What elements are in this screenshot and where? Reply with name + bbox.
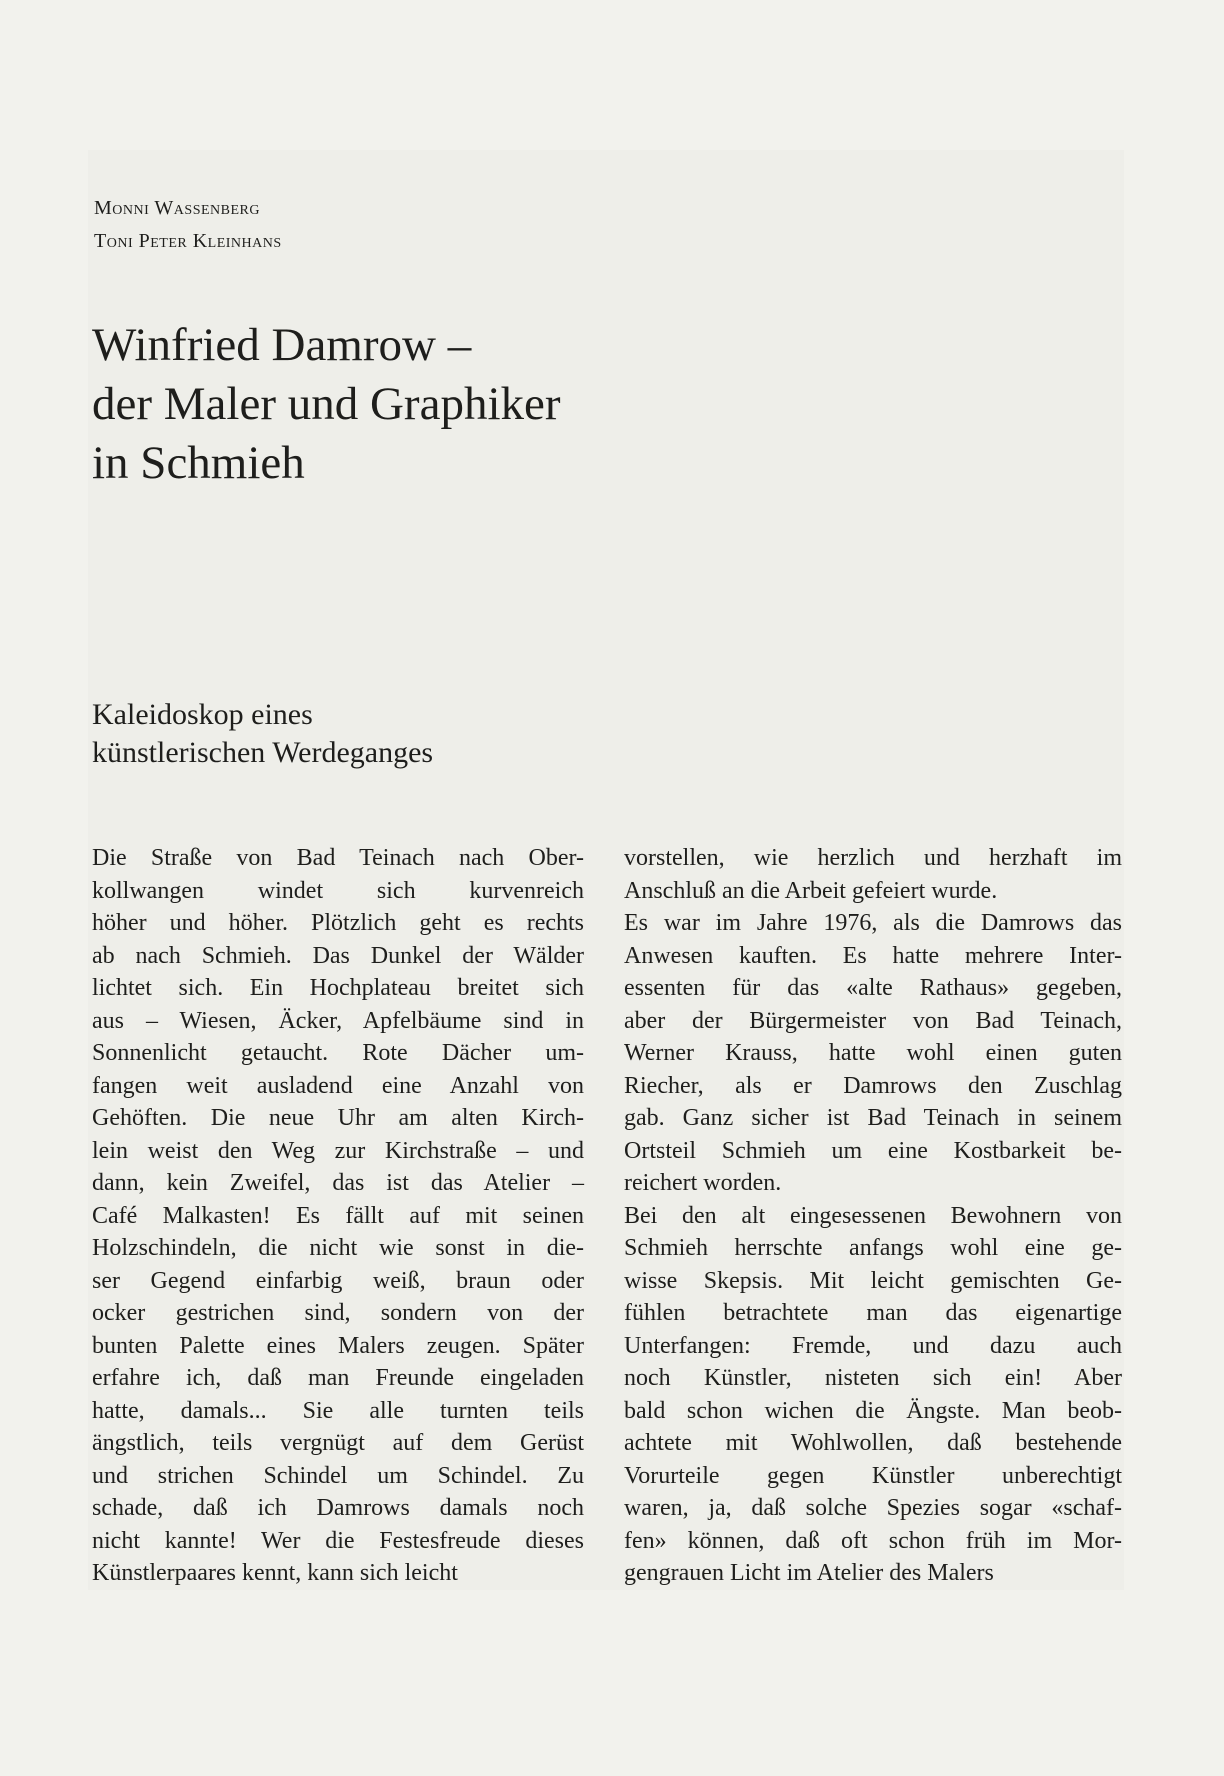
body-line: kollwangen windet sich kurvenreich xyxy=(92,877,584,904)
body-line: ängstlich, teils vergnügt auf dem Gerüst xyxy=(92,1430,584,1456)
body-line: noch Künstler, nisteten sich ein! Aber xyxy=(624,1365,1122,1391)
body-line: aber der Bürgermeister von Bad Teinach, xyxy=(624,1007,1122,1034)
body-line: Riecher, als er Damrows den Zuschlag xyxy=(624,1072,1122,1099)
body-line: reichert worden. xyxy=(624,1170,782,1196)
subtitle-line: künstlerischen Werdeganges xyxy=(92,736,434,769)
body-line: Anschluß an die Arbeit gefeiert wurde. xyxy=(624,877,998,904)
body-line: Gehöften. Die neue Uhr am alten Kirch- xyxy=(92,1105,584,1131)
author-name: Monni Wassenberg xyxy=(94,197,260,219)
body-line: aus – Wiesen, Äcker, Apfelbäume sind in xyxy=(92,1007,584,1034)
body-line: und strichen Schindel um Schindel. Zu xyxy=(92,1462,584,1489)
body-line: Die Straße von Bad Teinach nach Ober- xyxy=(92,845,584,871)
title-line: in Schmieh xyxy=(92,437,305,489)
body-line: achtete mit Wohlwollen, daß bestehende xyxy=(624,1430,1122,1456)
body-line: vorstellen, wie herzlich und herzhaft im xyxy=(624,845,1122,871)
body-line: Künstlerpaares kennt, kann sich leicht xyxy=(92,1560,458,1586)
body-line: fangen weit ausladend eine Anzahl von xyxy=(92,1072,584,1099)
title-line: der Maler und Graphiker xyxy=(92,378,561,430)
body-column-right xyxy=(624,842,1122,1590)
author-list xyxy=(94,192,282,258)
body-line: Café Malkasten! Es fällt auf mit seinen xyxy=(92,1202,584,1229)
body-line: Sonnenlicht getaucht. Rote Dächer um- xyxy=(92,1040,584,1066)
body-line: wisse Skepsis. Mit leicht gemischten Ge- xyxy=(624,1267,1122,1294)
body-line: Ortsteil Schmieh um eine Kostbarkeit be- xyxy=(624,1137,1122,1164)
body-line: gengrauen Licht im Atelier des Malers xyxy=(624,1560,994,1586)
body-line: Es war im Jahre 1976, als die Damrows das xyxy=(624,910,1122,936)
body-line: ser Gegend einfarbig weiß, braun oder xyxy=(92,1267,584,1294)
author-name: Toni Peter Kleinhans xyxy=(94,230,282,252)
body-line: schade, daß ich Damrows damals noch xyxy=(92,1495,584,1521)
subtitle-line: Kaleidoskop eines xyxy=(92,698,313,731)
body-line: Bei den alt eingesessenen Bewohnern von xyxy=(624,1202,1122,1229)
body-line: Holzschindeln, die nicht wie sonst in die- xyxy=(92,1235,584,1261)
body-line: essenten für das «alte Rathaus» gegeben, xyxy=(624,975,1122,1001)
body-line: erfahre ich, daß man Freunde eingeladen xyxy=(92,1365,584,1391)
body-line: gab. Ganz sicher ist Bad Teinach in seinem xyxy=(624,1105,1122,1131)
body-line: bunten Palette eines Malers zeugen. Später xyxy=(92,1332,584,1359)
body-column-left xyxy=(92,842,584,1590)
body-line: lein weist den Weg zur Kirchstraße – und xyxy=(92,1137,584,1164)
body-line: höher und höher. Plötzlich geht es rechts xyxy=(92,910,584,936)
title-line: Winfried Damrow – xyxy=(92,319,472,371)
body-line: Vorurteile gegen Künstler unberechtigt xyxy=(624,1462,1122,1489)
body-line: fen» können, daß oft schon früh im Mor- xyxy=(624,1527,1122,1554)
body-line: nicht kannte! Wer die Festesfreude dieses xyxy=(92,1527,584,1554)
body-line: lichtet sich. Ein Hochplateau breitet sich xyxy=(92,975,584,1001)
body-line: ocker gestrichen sind, sondern von der xyxy=(92,1300,584,1326)
body-line: fühlen betrachtete man das eigenartige xyxy=(624,1300,1122,1326)
body-line: hatte, damals... Sie alle turnten teils xyxy=(92,1397,584,1424)
article-title xyxy=(92,316,561,493)
body-line: Werner Krauss, hatte wohl einen guten xyxy=(624,1040,1122,1066)
body-line: dann, kein Zweifel, das ist das Atelier – xyxy=(92,1170,584,1196)
body-line: Anwesen kauften. Es hatte mehrere Inter- xyxy=(624,942,1122,969)
body-line: waren, ja, daß solche Spezies sogar «schaf- xyxy=(624,1495,1122,1521)
body-line: ab nach Schmieh. Das Dunkel der Wälder xyxy=(92,942,584,969)
body-line: Schmieh herrschte anfangs wohl eine ge- xyxy=(624,1235,1122,1261)
body-line: Unterfangen: Fremde, und dazu auch xyxy=(624,1332,1122,1359)
article-subtitle xyxy=(92,696,433,772)
body-line: bald schon wichen die Ängste. Man beob- xyxy=(624,1397,1122,1424)
